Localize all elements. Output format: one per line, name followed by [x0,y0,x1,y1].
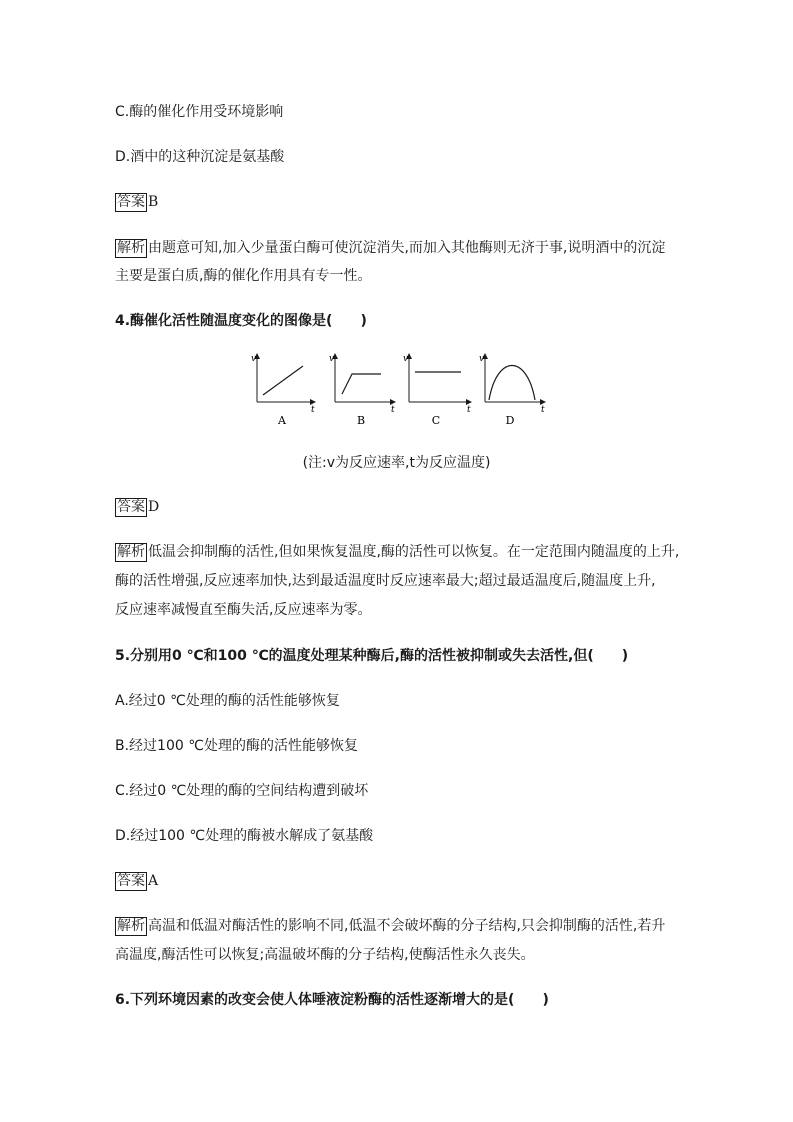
graph-b-x-label: t [391,405,395,415]
question-5-option-b: B.经过100 ℃处理的酶的活性能够恢复 [115,738,358,754]
graph-a-label: A [278,414,286,427]
temperature-graphs [245,350,550,432]
explanation-4-line3: 反应速率减慢直至酶失活,反应速率为零。 [115,602,372,618]
question-4: 4.酶催化活性随温度变化的图像是( ) [115,313,367,329]
graph-b-label: B [356,414,366,427]
explanation-5-line1 [115,916,665,936]
graph-d-label: D [505,414,515,427]
graph-d-y-label: v [479,354,485,364]
option-c-line: C.酶的催化作用受环境影响 [115,104,284,120]
question-5: 5.分别用0 ℃和100 ℃的温度处理某种酶后,酶的活性被抑制或失去活性,但( ) [115,648,629,664]
explanation-label: 解析 [117,918,145,934]
graph-b [329,354,395,427]
question-6: 6.下列环境因素的改变会使人体唾液淀粉酶的活性逐渐增大的是( ) [115,992,549,1008]
explanation-5-line2: 高温度,酶活性可以恢复;高温破坏酶的分子结构,使酶活性永久丧失。 [115,947,535,963]
answer-value: B [148,194,159,210]
answer-5 [115,871,158,891]
explanation-text: 由题意可知,加入少量蛋白酶可使沉淀消失,而加入其他酶则无济于事,说明酒中的沉淀 [148,240,666,256]
explanation-3-line2: 主要是蛋白质,酶的催化作用具有专一性。 [115,268,372,284]
graph-a-y-label: v [251,354,257,364]
explanation-text: 低温会抑制酶的活性,但如果恢复温度,酶的活性可以恢复。在一定范围内随温度的上升, [148,544,680,560]
option-d-line: D.酒中的这种沉淀是氨基酸 [115,149,285,165]
answer-3 [115,192,158,212]
answer-value: A [148,873,159,889]
graph-a-x-label: t [311,405,315,415]
graph-c [403,354,471,427]
graph-c-x-label: t [467,405,471,415]
answer-label: 答案 [117,194,145,210]
graph-a-curve [263,366,303,395]
answer-4 [115,497,159,517]
graph-caption: (注:v为反应速率,t为反应温度) [302,455,491,471]
graph-d-x-label: t [541,405,545,415]
graph-d-curve [489,366,535,401]
explanation-text: 高温和低温对酶活性的影响不同,低温不会破坏酶的分子结构,只会抑制酶的活性,若升 [148,918,666,934]
explanation-3-line1 [115,238,665,258]
explanation-label: 解析 [117,544,145,560]
graph-c-y-label: v [403,354,409,364]
graph-d [479,354,545,427]
question-5-option-a: A.经过0 ℃处理的酶的活性能够恢复 [115,693,340,709]
answer-label: 答案 [117,873,145,889]
explanation-label: 解析 [117,240,145,256]
graph-b-curve [342,374,381,394]
graph-b-y-label: v [329,354,335,364]
question-5-option-d: D.经过100 ℃处理的酶被水解成了氨基酸 [115,828,374,844]
answer-value: D [148,499,160,515]
explanation-4-line1 [115,542,679,562]
question-5-option-c: C.经过0 ℃处理的酶的空间结构遭到破坏 [115,783,369,799]
graph-c-label: C [431,414,441,427]
answer-label: 答案 [117,499,145,515]
explanation-4-line2: 酶的活性增强,反应速率加快,达到最适温度时反应速率最大;超过最适温度后,随温度上升, [115,573,656,589]
graph-a [251,354,315,427]
